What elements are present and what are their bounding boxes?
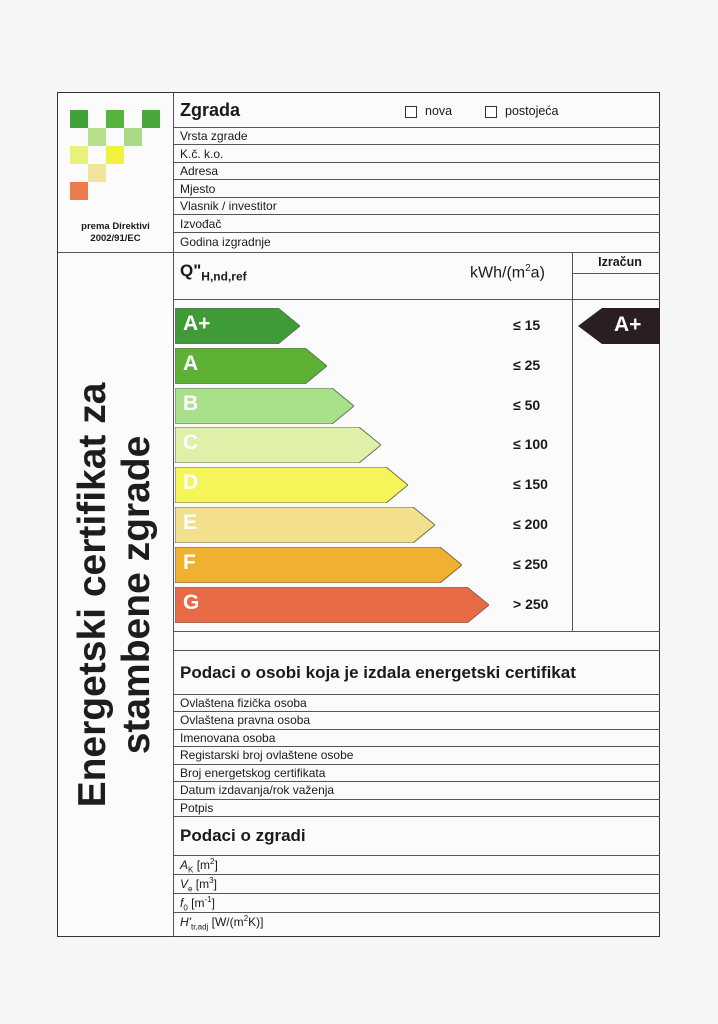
divider	[173, 729, 660, 730]
logo-square	[88, 128, 106, 146]
logo-square	[70, 182, 88, 200]
ht-end: K)]	[248, 915, 264, 929]
energy-class-label: G	[183, 590, 200, 614]
divider	[173, 214, 660, 215]
divider	[173, 631, 660, 632]
issuer-title: Podaci o osobi koja je izdala energetski certifikat	[180, 663, 576, 682]
divider	[173, 711, 660, 712]
checkbox-existing[interactable]	[485, 106, 497, 118]
divider	[173, 197, 660, 198]
side-title	[71, 383, 159, 808]
divider	[173, 746, 660, 747]
zgrada-title: Zgrada	[180, 100, 241, 120]
energy-class-threshold: ≤ 100	[513, 436, 548, 453]
logo	[58, 93, 173, 253]
energy-class-threshold: ≤ 15	[513, 317, 541, 333]
result-arrow	[578, 308, 660, 344]
energy-class-threshold: > 250	[513, 595, 549, 612]
energy-class-label: E	[183, 511, 198, 534]
issuer-field-legal-person: Ovlaštena pravna osoba	[180, 713, 311, 727]
divider	[173, 874, 660, 875]
energy-class-bar	[175, 467, 408, 503]
divider	[173, 299, 660, 300]
energy-class-arrow	[175, 547, 462, 583]
field-address: Adresa	[180, 164, 219, 178]
field-f0	[180, 895, 215, 912]
divider	[173, 694, 660, 695]
energy-class-label: D	[183, 471, 199, 495]
divider	[173, 799, 660, 800]
logo-square	[106, 110, 124, 128]
issuer-field-date: Datum izdavanja/rok važenja	[180, 783, 335, 797]
divider	[173, 232, 660, 233]
ht-exponent: 2	[243, 914, 249, 923]
ht-unit: [W/(m	[208, 915, 244, 929]
divider	[173, 144, 660, 145]
divider	[173, 252, 660, 253]
ht-symbol: H'	[180, 915, 191, 929]
checkbox-new[interactable]	[405, 106, 417, 118]
energy-class-threshold: ≤ 250	[513, 555, 548, 572]
unit-exponent: 2	[525, 263, 531, 274]
divider	[173, 650, 660, 651]
result-class: A+	[614, 313, 642, 336]
divider	[173, 912, 660, 913]
energy-class-arrow	[175, 388, 354, 424]
energy-class-threshold: ≤ 50	[513, 396, 541, 413]
ve-end: ]	[213, 877, 217, 891]
quantity-label	[180, 261, 247, 283]
energy-class-label: A+	[183, 312, 211, 335]
ak-end: ]	[214, 858, 218, 872]
energy-class-threshold: ≤ 200	[513, 516, 548, 532]
logo-square	[142, 110, 160, 128]
calc-column-divider	[572, 252, 573, 632]
energy-class-label: B	[183, 391, 199, 415]
energy-class-arrow	[175, 427, 381, 463]
field-ak	[180, 857, 218, 874]
checkbox-new-label: nova	[425, 104, 453, 118]
ve-unit: [m	[192, 877, 210, 891]
side-title-area	[58, 253, 173, 937]
energy-class-bar	[175, 547, 462, 583]
divider	[573, 273, 660, 274]
left-column-divider	[173, 93, 174, 937]
energy-class-bar	[175, 388, 354, 424]
side-title-line2: stambene zgrade	[115, 435, 158, 755]
ht-subscript: tr,adj	[190, 922, 209, 932]
ve-subscript: e	[188, 884, 193, 894]
f0-unit: [m	[187, 896, 205, 910]
ak-unit: [m	[193, 858, 211, 872]
divider	[173, 893, 660, 894]
divider	[173, 855, 660, 856]
ve-symbol: V	[180, 877, 189, 891]
field-cadastral: K.č. k.o.	[180, 147, 224, 161]
field-contractor: Izvođač	[180, 217, 222, 231]
field-building-type: Vrsta zgrade	[180, 129, 248, 143]
energy-class-arrow	[175, 467, 408, 503]
quantity-subscript: H,nd,ref	[201, 269, 247, 284]
field-ht	[180, 914, 263, 931]
field-ve	[180, 876, 217, 893]
divider	[173, 179, 660, 180]
ve-exponent: 3	[209, 876, 214, 885]
energy-class-label: A	[183, 351, 199, 375]
directive-line1: prema Direktivi	[81, 221, 150, 232]
issuer-field-appointed-person: Imenovana osoba	[180, 731, 276, 745]
divider	[58, 252, 173, 253]
energy-class-bar	[175, 587, 489, 623]
divider	[173, 764, 660, 765]
divider	[173, 816, 660, 817]
f0-end: ]	[211, 896, 215, 910]
issuer-field-signature: Potpis	[180, 801, 214, 815]
divider	[173, 127, 660, 128]
energy-class-threshold: ≤ 150	[513, 476, 548, 493]
side-title-line1: Energetski certifikat za	[71, 382, 114, 808]
f0-subscript: 0	[183, 903, 188, 913]
ak-subscript: K	[188, 865, 194, 875]
logo-square	[106, 146, 124, 164]
issuer-field-natural-person: Ovlaštena fizička osoba	[180, 696, 307, 710]
unit-suffix: a)	[530, 264, 545, 282]
energy-class-bar	[175, 427, 381, 463]
certificate-page	[57, 92, 660, 937]
logo-square	[70, 110, 88, 128]
issuer-field-registry-number: Registarski broj ovlaštene osobe	[180, 748, 354, 762]
energy-class-label: C	[183, 431, 199, 455]
field-owner: Vlasnik / investitor	[180, 199, 277, 213]
unit-label	[470, 263, 545, 282]
issuer-field-certificate-number: Broj energetskog certifikata	[180, 766, 326, 780]
field-year: Godina izgradnje	[180, 235, 271, 249]
divider	[173, 162, 660, 163]
unit-prefix: kWh/(m	[470, 264, 526, 282]
divider	[173, 781, 660, 782]
directive-line2: 2002/91/EC	[90, 233, 141, 244]
energy-class-label: F	[183, 550, 196, 574]
logo-square	[124, 128, 142, 146]
energy-class-threshold: ≤ 25	[513, 356, 541, 373]
quantity-symbol: Q"	[180, 261, 202, 280]
energy-class-bar	[175, 507, 435, 543]
calc-header: Izračun	[598, 255, 642, 269]
ak-exponent: 2	[210, 857, 215, 866]
checkbox-existing-label: postojeća	[505, 104, 559, 118]
energy-class-arrow	[175, 587, 489, 623]
field-place: Mjesto	[180, 182, 216, 196]
f0-exponent: -1	[204, 895, 212, 904]
logo-square	[88, 164, 106, 182]
building-data-title: Podaci o zgradi	[180, 826, 306, 845]
f0-symbol: f	[180, 896, 184, 910]
ak-symbol: A	[180, 858, 189, 872]
logo-square	[70, 146, 88, 164]
energy-class-bar	[175, 308, 300, 344]
energy-class-bar	[175, 348, 327, 384]
energy-class-arrow	[175, 507, 435, 543]
